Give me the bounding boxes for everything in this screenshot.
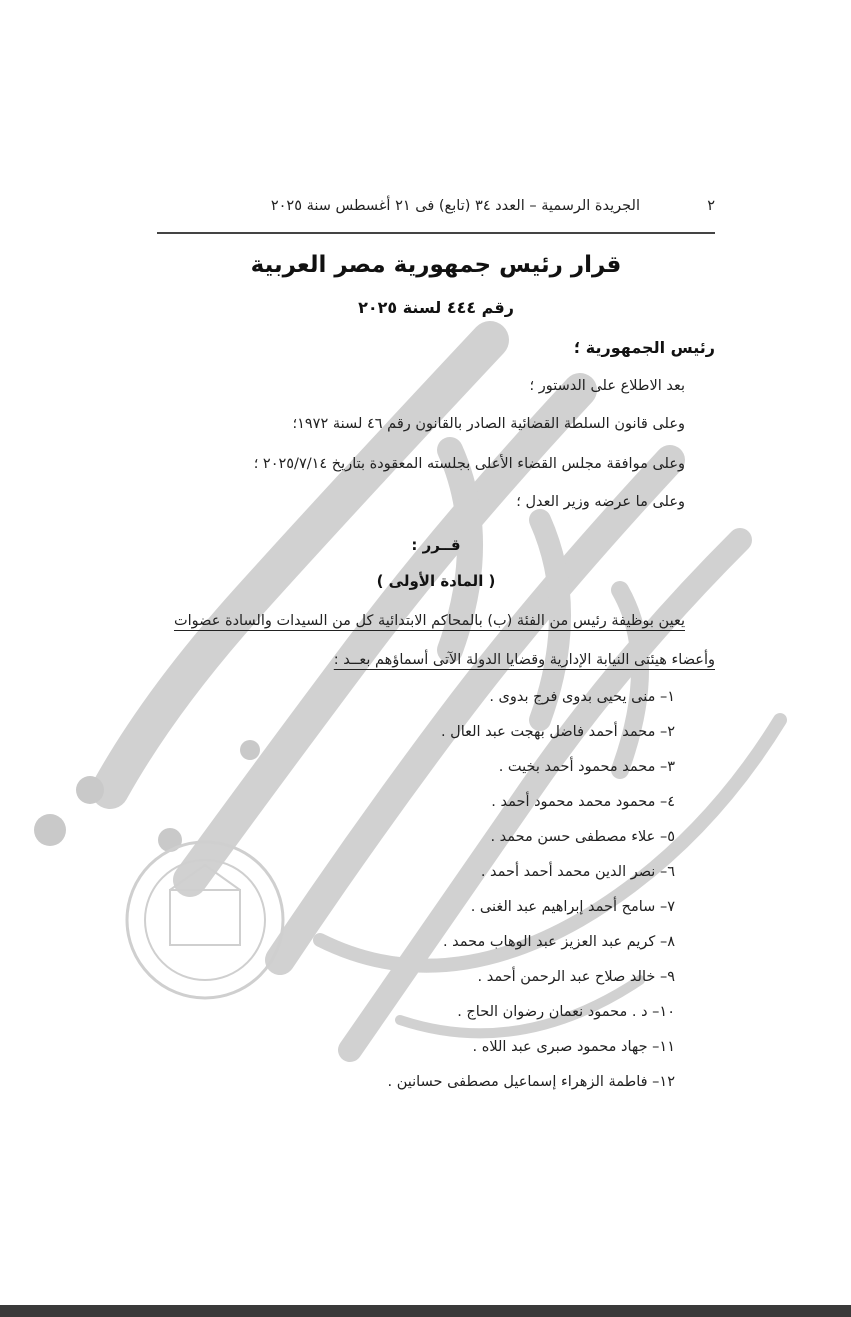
- list-item: ١٢– فاطمة الزهراء إسماعيل مصطفى حسانين .: [387, 1074, 675, 1090]
- list-item: ١– منى يحيى بدوى فرج بدوى .: [489, 689, 675, 705]
- page-number: ٢: [707, 198, 715, 214]
- list-item: ٤– محمود محمد محمود أحمد .: [491, 794, 675, 810]
- list-item: ٧– سامح أحمد إبراهيم عبد الغنى .: [470, 899, 675, 915]
- list-item: ٣– محمد محمود أحمد بخيت .: [498, 759, 675, 775]
- list-item: ٨– كريم عبد العزيز عبد الوهاب محمد .: [442, 934, 675, 950]
- viewer-bottom-bar: [0, 1305, 851, 1317]
- issuer-line: رئيس الجمهورية ؛: [573, 338, 715, 357]
- header-divider: [157, 232, 715, 234]
- preamble-line-2: وعلى قانون السلطة القضائية الصادر بالقانون رقم ٤٦ لسنة ١٩٧٢؛: [292, 416, 685, 432]
- preamble-line-4: وعلى ما عرضه وزير العدل ؛: [516, 494, 685, 510]
- list-item: ١٠– د . محمود نعمان رضوان الحاج .: [457, 1004, 675, 1020]
- decree-title: قرار رئيس جمهورية مصر العربية: [250, 252, 622, 278]
- preamble-line-1: بعد الاطلاع على الدستور ؛: [529, 378, 685, 394]
- list-item: ٦– نصر الدين محمد أحمد أحمد .: [480, 864, 675, 880]
- decree-number: رقم ٤٤٤ لسنة ٢٠٢٥: [358, 298, 514, 317]
- document-content: [157, 0, 715, 1305]
- list-item: ٢– محمد أحمد فاضل بهجت عبد العال .: [440, 724, 675, 740]
- article-text-line-2: وأعضاء هيئتى النيابة الإدارية وقضايا الدولة الآتى أسماؤهم بعــد :: [333, 652, 715, 668]
- article-text-line-1: يعين بوظيفة رئيس من الفئة (ب) بالمحاكم الابتدائية كل من السيدات والسادة عضوات: [173, 613, 685, 629]
- list-item: ٩– خالد صلاح عبد الرحمن أحمد .: [477, 969, 675, 985]
- preamble-line-3: وعلى موافقة مجلس القضاء الأعلى بجلسته المعقودة بتاريخ ٢٠٢٥/٧/١٤ ؛: [253, 456, 685, 472]
- article-heading: ( المادة الأولى ): [376, 572, 496, 590]
- gazette-issue-line: الجريدة الرسمية – العدد ٣٤ (تابع) فى ٢١ أغسطس سنة ٢٠٢٥: [270, 198, 640, 214]
- list-item: ٥– علاء مصطفى حسن محمد .: [490, 829, 675, 845]
- list-item: ١١– جهاد محمود صبرى عبد اللاه .: [472, 1039, 675, 1055]
- decided-heading: قــرر :: [411, 536, 461, 554]
- gazette-header: [157, 198, 715, 224]
